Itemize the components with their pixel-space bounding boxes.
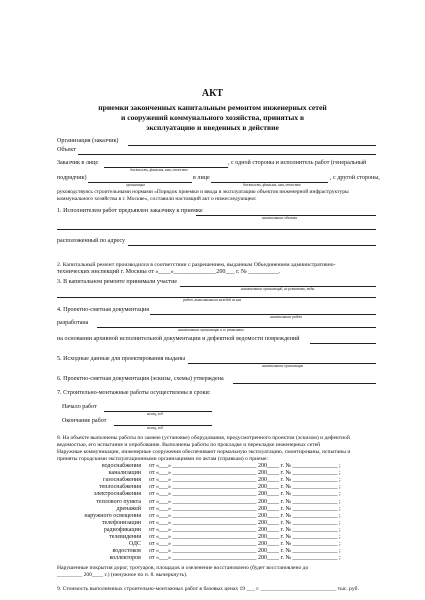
document-title: АКТ	[201, 88, 224, 99]
utility-name: радиофикации	[103, 526, 141, 533]
section-4-basis-line	[310, 343, 376, 344]
contractor-mid: в лице	[193, 175, 210, 181]
utility-act-reference: от «___» ____________________________ 200____ г. № _______________ ;	[149, 505, 341, 512]
section-9-label: 9. Стоимость выполненных строительно-монтажных работ в базовых ценах 19 ___ г. ___________________________ тыс. руб.	[57, 586, 359, 592]
utility-act-reference: от «___» ____________________________ 200____ г. № _______________ ;	[149, 534, 341, 540]
utility-name: дренажей	[116, 505, 141, 512]
utility-act-reference: от «___» ____________________________ 200____ г. № _______________ ;	[149, 470, 341, 477]
section-2-line-2: технических инспекций г. Москвы от «____»______________200___ г. № __________.	[57, 269, 281, 275]
utility-name: ОДС	[128, 541, 141, 548]
section-3-hint-1: наименование организаций, их реквизиты, виды	[241, 287, 315, 291]
section-4-hint-2: наименование организации и ее реквизиты	[178, 328, 244, 332]
section-6-label: 6. Проектно-сметная документация (эскизы, схемы) утверждена	[57, 376, 224, 382]
contractor-label: подрядчик)	[57, 175, 87, 181]
contractor-org-hint: организация	[126, 183, 145, 187]
section-7-end-hint: месяц, год	[147, 426, 163, 430]
restored-line-2: _________ 200____ г.) (ненужное по п. 8. вычеркнуть).	[57, 572, 188, 578]
organization-line	[128, 145, 376, 146]
utility-row	[57, 491, 377, 498]
section-3-hint-2: работ, выполнявшихся каждой из них	[183, 298, 242, 302]
utility-row	[57, 520, 377, 527]
customer-hint: должность, фамилия, имя, отчество	[130, 168, 188, 172]
utility-act-reference: от «___» ____________________________ 200____ г. № _______________ ;	[149, 526, 341, 533]
section-8-line-4: приняты городскими эксплуатационными организациями по актам (справкам) о приеме:	[57, 456, 269, 462]
section-1-label: 1. Исполнителем работ предъявлен заказчику к приемке	[57, 208, 203, 214]
utility-act-reference: от «___» ____________________________ 200____ г. № _______________ ;	[149, 512, 341, 519]
section-1-location-line	[128, 245, 376, 246]
section-7-start-hint: месяц, год	[147, 412, 163, 416]
section-8-line-3: Наружные коммуникации, инженерные сооружения обеспечивают нормальную эксплуатацию, смонтированы, испытаны и	[57, 449, 351, 455]
utility-row	[57, 555, 377, 562]
utility-row	[57, 506, 377, 513]
organization-label: Организация (заказчик)	[57, 138, 119, 144]
guided-text-2: коммунального хозяйства в г. Москве», составили настоящий акт о нижеследующем:	[57, 196, 257, 202]
utility-act-reference: от «___» ____________________________ 200____ г. № _______________ ;	[149, 519, 341, 526]
utility-name: электроснабжения	[93, 491, 141, 498]
section-1-location: расположенный по адресу	[57, 238, 126, 244]
section-5-label: 5. Исходные данные для проектирования выданы	[57, 356, 186, 362]
document-subtitle-line-3: эксплуатацию и введенных в действие	[146, 123, 279, 132]
utility-row	[57, 463, 377, 470]
utility-name: водостоков	[112, 548, 141, 555]
utility-act-reference: от «___» ____________________________ 200____ г. № _______________ ;	[149, 491, 341, 498]
section-8-line-2: ведомостью, его испытание и опробование. Выполнены работы по прокладке и перекладке инженерных сетей	[57, 442, 321, 448]
utility-act-reference: от «___» ____________________________ 200____ г. № _______________ ;	[149, 498, 341, 505]
document-subtitle-line-1: приемки законченных капитальным ремонтом инженерных сетей	[98, 103, 327, 112]
section-4-line	[150, 314, 376, 315]
section-7-label: 7. Строительно-монтажные работы осуществлены в сроки:	[57, 390, 211, 396]
utility-row	[57, 499, 377, 506]
utility-name: коллекторов	[109, 555, 141, 562]
customer-label: Заказчик в лице	[57, 160, 99, 166]
utility-act-reference: от «___» ____________________________ 200____ г. № _______________ ;	[149, 477, 341, 484]
utility-row	[57, 513, 377, 520]
section-4-developed: разработана	[57, 320, 89, 326]
utility-row	[57, 527, 377, 534]
section-3-label: 3. В капитальном ремонте принимали участие	[57, 279, 178, 285]
section-8-line-1: 8. На объекте выполнены работы по замене (установке) оборудования, предусмотренного проектом (эскизом) и дефектной	[57, 435, 350, 441]
section-1-hint: наименование объекта	[262, 216, 298, 220]
utility-row	[57, 541, 377, 548]
section-4-basis: на основании архивной исполнительной документации и дефектной ведомости повреждений	[57, 336, 300, 342]
document-subtitle-line-2: и сооружений коммунального хозяйства, принятых в	[120, 113, 305, 122]
utility-name: водоснабжения	[101, 463, 141, 469]
contractor-suffix: , с другой стороны,	[330, 175, 380, 181]
utility-act-reference: от «___» ____________________________ 200____ г. № _______________ ;	[149, 463, 341, 469]
utility-name: телевидения	[109, 534, 141, 540]
utility-name: теплоснабжения	[99, 484, 141, 491]
utility-row	[57, 548, 377, 555]
customer-suffix: , с одной стороны и исполнитель работ (генеральный	[228, 160, 367, 166]
section-1-line-2	[57, 229, 376, 230]
section-4-label: 4. Проектно-сметная документация	[57, 307, 150, 313]
contractor-person-hint: должность, фамилия, имя, отчество	[243, 183, 301, 187]
utility-name: теплового пункта	[96, 498, 141, 505]
utility-act-reference: от «___» ____________________________ 200____ г. № _______________ ;	[149, 548, 341, 555]
object-line	[78, 154, 376, 155]
section-7-end: Окончание работ	[62, 418, 107, 424]
section-6-line	[233, 383, 376, 384]
utility-name: газоснабжения	[103, 477, 141, 484]
utility-row	[57, 534, 377, 541]
restored-line-1: Нарушенные покрытия дорог, тротуаров, площадок и озеленение восстановлено (будет восстановлено до	[57, 565, 309, 571]
section-4-hint-1: наименование работ	[270, 315, 302, 319]
section-7-start: Начало работ	[62, 404, 97, 410]
guided-text-1: руководствуясь строительными нормами «Порядок приемки и ввода в эксплуатацию объектов инженерной инфраструктуры	[57, 189, 349, 195]
section-2-line-1: 2. Капитальный ремонт производился в соответствии с разрешением, выданным Объединением административно-	[57, 262, 336, 268]
utility-act-reference: от «___» ____________________________ 200____ г. № _______________ ;	[149, 555, 341, 562]
utility-name: наружного освещения	[84, 512, 141, 519]
utility-name: телефонизации	[102, 519, 141, 526]
object-label: Объект	[57, 147, 76, 153]
section-7-end-line	[114, 425, 212, 426]
utility-act-reference: от «___» ____________________________ 200____ г. № _______________ ;	[149, 541, 341, 548]
utility-act-reference: от «___» ____________________________ 200____ г. № _______________ ;	[149, 484, 341, 491]
section-5-hint: наименование организации	[262, 364, 304, 368]
utility-name: канализации	[108, 470, 141, 477]
